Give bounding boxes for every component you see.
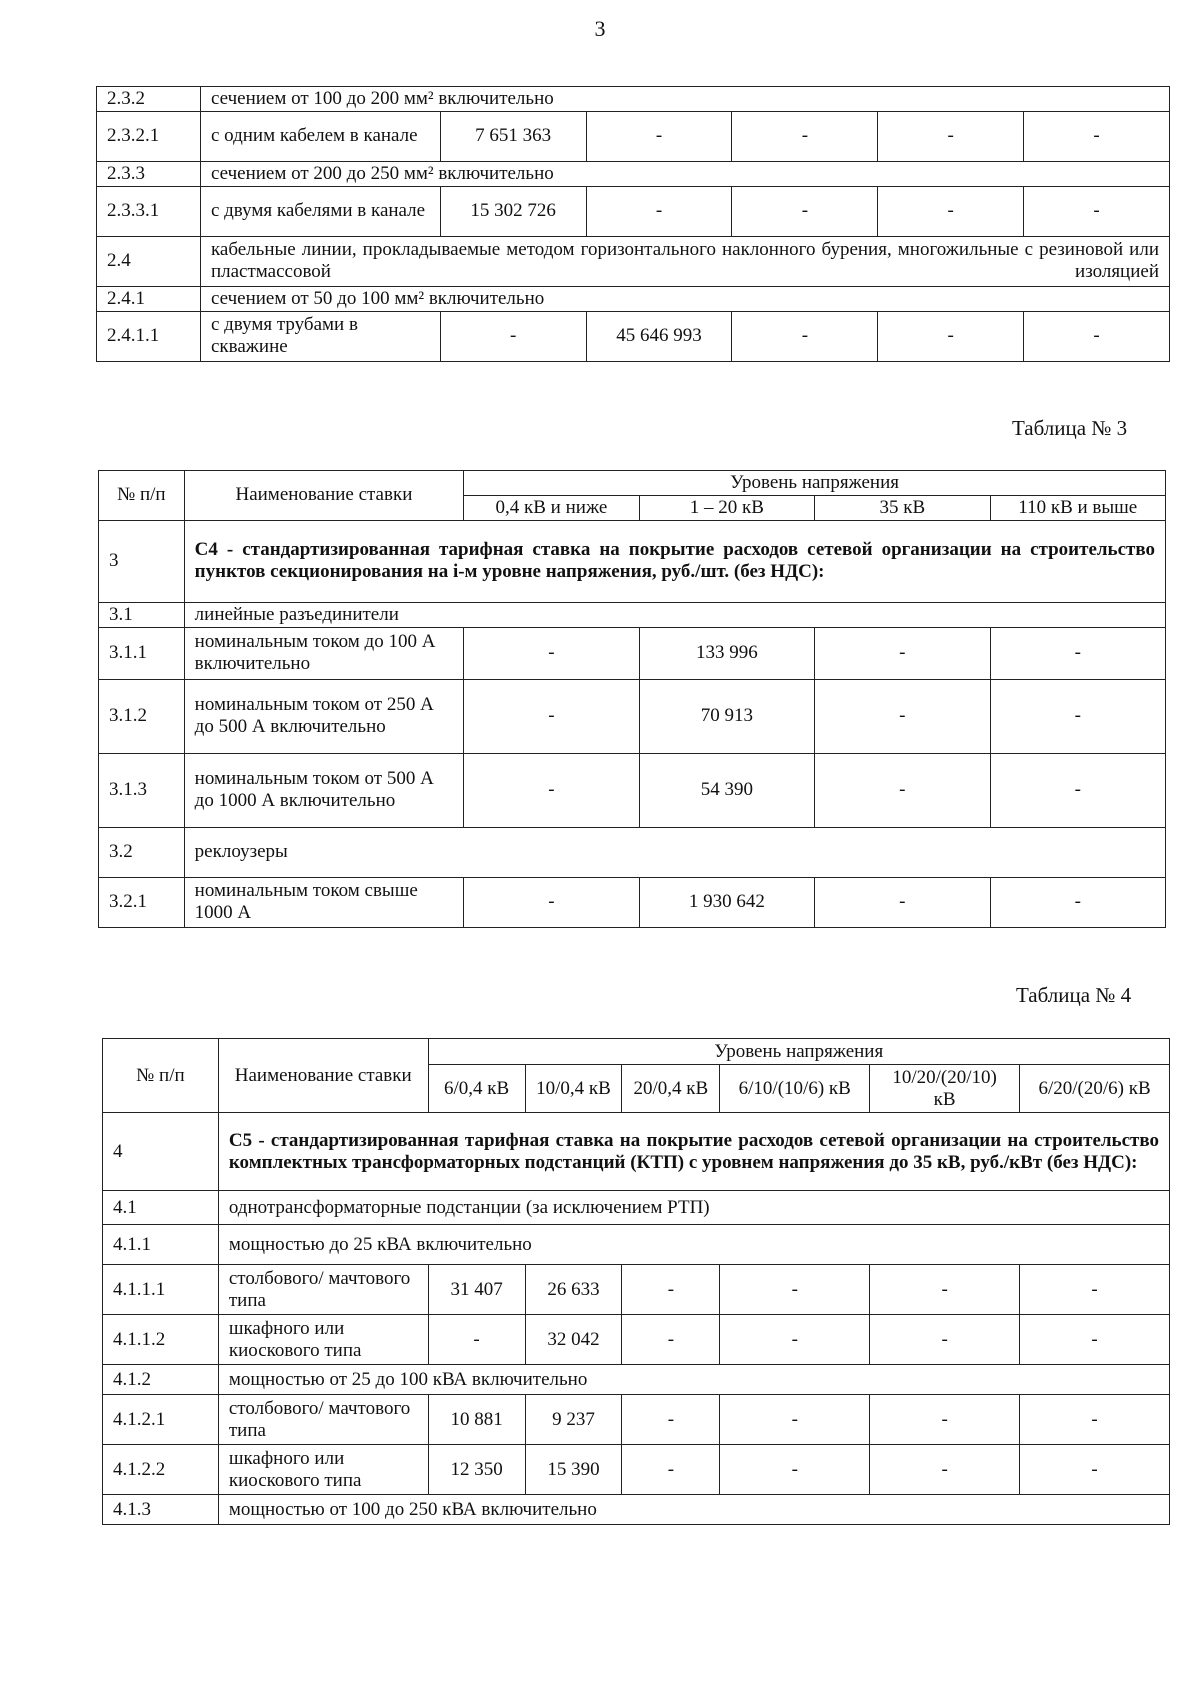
row-number: 3.1.3 (99, 753, 185, 827)
row-number: 3.2.1 (99, 877, 185, 927)
table-row (99, 877, 1166, 927)
section-title: С4 - стандартизированная тарифная ставка на покрытие расходов сетевой организации на строительство пунктов секционирования на i-м уровне напряжения, руб./шт. (без НДС): (184, 520, 1165, 602)
cell-value: - (622, 1395, 720, 1445)
table-4-level: 20/0,4 кВ (622, 1065, 720, 1113)
row-heading: линейные разъединители (184, 602, 1165, 627)
cell-value: - (732, 186, 878, 236)
table-row (103, 1495, 1170, 1525)
section-title: С5 - стандартизированная тарифная ставка на покрытие расходов сетевой организации на строительство комплектных трансформаторных подстанций (КТП) с уровнем напряжения до 35 кВ, руб./кВт (без НДС): (218, 1113, 1169, 1191)
table-3 (98, 470, 1166, 928)
row-number: 4 (103, 1113, 219, 1191)
cell-value: 54 390 (639, 753, 814, 827)
cell-value: - (622, 1445, 720, 1495)
row-number: 2.4.1 (97, 286, 201, 311)
row-number: 2.3.3.1 (97, 186, 201, 236)
cell-value: - (870, 1395, 1020, 1445)
row-number: 4.1.1 (103, 1225, 219, 1265)
row-name: с двумя трубами в скважине (200, 311, 440, 361)
row-name: шкафного или киоскового типа (218, 1315, 428, 1365)
table-4-header-name: Наименование ставки (218, 1039, 428, 1113)
row-name: с двумя кабелями в канале (200, 186, 440, 236)
cell-value: - (1020, 1315, 1170, 1365)
cell-value: - (732, 311, 878, 361)
table-row (97, 87, 1170, 112)
cell-value: 26 633 (525, 1265, 622, 1315)
table-3-level: 0,4 кВ и ниже (464, 495, 639, 520)
row-heading: реклоузеры (184, 827, 1165, 877)
cell-value: - (815, 627, 990, 679)
cell-value: 15 302 726 (440, 186, 586, 236)
cell-value: 45 646 993 (586, 311, 732, 361)
table-row (99, 602, 1166, 627)
cell-value: - (870, 1445, 1020, 1495)
cell-value: - (1020, 1445, 1170, 1495)
row-number: 4.1.2 (103, 1365, 219, 1395)
row-number: 3.1 (99, 602, 185, 627)
table-row (99, 827, 1166, 877)
table-4-level: 6/10/(10/6) кВ (720, 1065, 870, 1113)
cell-value: 9 237 (525, 1395, 622, 1445)
row-name: столбового/ мачтового типа (218, 1265, 428, 1315)
cell-value: 1 930 642 (639, 877, 814, 927)
row-heading: сечением от 50 до 100 мм² включительно (200, 286, 1169, 311)
row-heading: мощностью от 100 до 250 кВА включительно (218, 1495, 1169, 1525)
cell-value: - (428, 1315, 525, 1365)
table-4-level: 10/20/(20/10) кВ (870, 1065, 1020, 1113)
cell-value: 10 881 (428, 1395, 525, 1445)
row-number: 4.1.2.1 (103, 1395, 219, 1445)
cell-value: - (878, 111, 1024, 161)
row-number: 2.4.1.1 (97, 311, 201, 361)
cell-value: 15 390 (525, 1445, 622, 1495)
table-row (97, 111, 1170, 161)
cell-value: - (1024, 111, 1170, 161)
table-row (97, 311, 1170, 361)
cell-value: 31 407 (428, 1265, 525, 1315)
cell-value: 12 350 (428, 1445, 525, 1495)
cell-value: - (878, 186, 1024, 236)
cell-value: - (720, 1265, 870, 1315)
table-row (97, 161, 1170, 186)
row-number: 4.1.1.1 (103, 1265, 219, 1315)
row-number: 3.2 (99, 827, 185, 877)
cell-value: - (1020, 1265, 1170, 1315)
table-row (103, 1265, 1170, 1315)
row-name: шкафного или киоскового типа (218, 1445, 428, 1495)
table-3-level: 1 – 20 кВ (639, 495, 814, 520)
cell-value: - (586, 111, 732, 161)
row-name: номинальным током до 100 А включительно (184, 627, 464, 679)
cell-value: - (464, 753, 639, 827)
cell-value: - (870, 1315, 1020, 1365)
row-number: 4.1.2.2 (103, 1445, 219, 1495)
table-row (103, 1113, 1170, 1191)
row-number: 2.3.2.1 (97, 111, 201, 161)
cell-value: - (990, 753, 1165, 827)
cell-value: - (622, 1315, 720, 1365)
cell-value: - (870, 1265, 1020, 1315)
row-number: 4.1 (103, 1191, 219, 1225)
table-row (99, 753, 1166, 827)
table-3-level: 110 кВ и выше (990, 495, 1165, 520)
cell-value: 7 651 363 (440, 111, 586, 161)
table-2-continuation (96, 86, 1170, 362)
table-row (103, 1395, 1170, 1445)
table-4 (102, 1038, 1170, 1525)
row-name: номинальным током от 500 А до 1000 А включительно (184, 753, 464, 827)
cell-value: - (815, 877, 990, 927)
row-number: 3.1.1 (99, 627, 185, 679)
row-name: номинальным током свыше 1000 А (184, 877, 464, 927)
table-3-level: 35 кВ (815, 495, 990, 520)
table-row (99, 520, 1166, 602)
table-row (103, 1191, 1170, 1225)
table-3-header-name: Наименование ставки (184, 471, 464, 521)
table-row (97, 186, 1170, 236)
row-number: 3.1.2 (99, 679, 185, 753)
table-row (99, 679, 1166, 753)
table-row (97, 286, 1170, 311)
row-heading: сечением от 200 до 250 мм² включительно (200, 161, 1169, 186)
row-heading: сечением от 100 до 200 мм² включительно (200, 87, 1169, 112)
cell-value: - (732, 111, 878, 161)
table-3-caption: Таблица № 3 (1012, 416, 1128, 440)
table-row (99, 627, 1166, 679)
cell-value: - (1024, 311, 1170, 361)
cell-value: 32 042 (525, 1315, 622, 1365)
row-number: 3 (99, 520, 185, 602)
row-heading: мощностью от 25 до 100 кВА включительно (218, 1365, 1169, 1395)
cell-value: - (622, 1265, 720, 1315)
row-heading: однотрансформаторные подстанции (за исключением РТП) (218, 1191, 1169, 1225)
table-3-header-level: Уровень напряжения (464, 471, 1166, 496)
cell-value: - (990, 679, 1165, 753)
table-row (103, 1225, 1170, 1265)
table-4-level: 6/20/(20/6) кВ (1020, 1065, 1170, 1113)
page-number: 3 (594, 16, 606, 41)
cell-value: 133 996 (639, 627, 814, 679)
table-4-header-num: № п/п (103, 1039, 219, 1113)
cell-value: - (464, 877, 639, 927)
cell-value: - (464, 627, 639, 679)
cell-value: - (815, 753, 990, 827)
row-name: столбового/ мачтового типа (218, 1395, 428, 1445)
row-number: 2.3.3 (97, 161, 201, 186)
cell-value: - (720, 1395, 870, 1445)
cell-value: - (440, 311, 586, 361)
table-row (97, 236, 1170, 286)
table-4-header-level: Уровень напряжения (428, 1039, 1169, 1065)
cell-value: - (1020, 1395, 1170, 1445)
row-heading: кабельные линии, прокладываемые методом горизонтального наклонного бурения, многожильные с резиновой или пластмассовой изоляцией (200, 236, 1169, 286)
cell-value: - (464, 679, 639, 753)
row-number: 2.4 (97, 236, 201, 286)
cell-value: - (1024, 186, 1170, 236)
table-4-caption: Таблица № 4 (1016, 983, 1132, 1007)
row-number: 4.1.1.2 (103, 1315, 219, 1365)
table-row (103, 1365, 1170, 1395)
table-row (103, 1315, 1170, 1365)
cell-value: - (990, 627, 1165, 679)
table-row (103, 1445, 1170, 1495)
table-3-header-num: № п/п (99, 471, 185, 521)
cell-value: - (720, 1445, 870, 1495)
cell-value: - (990, 877, 1165, 927)
cell-value: - (720, 1315, 870, 1365)
table-4-level: 10/0,4 кВ (525, 1065, 622, 1113)
cell-value: - (878, 311, 1024, 361)
row-name: номинальным током от 250 А до 500 А включительно (184, 679, 464, 753)
row-name: с одним кабелем в канале (200, 111, 440, 161)
table-4-level: 6/0,4 кВ (428, 1065, 525, 1113)
row-number: 4.1.3 (103, 1495, 219, 1525)
row-heading: мощностью до 25 кВА включительно (218, 1225, 1169, 1265)
row-number: 2.3.2 (97, 87, 201, 112)
cell-value: - (586, 186, 732, 236)
cell-value: - (815, 679, 990, 753)
cell-value: 70 913 (639, 679, 814, 753)
